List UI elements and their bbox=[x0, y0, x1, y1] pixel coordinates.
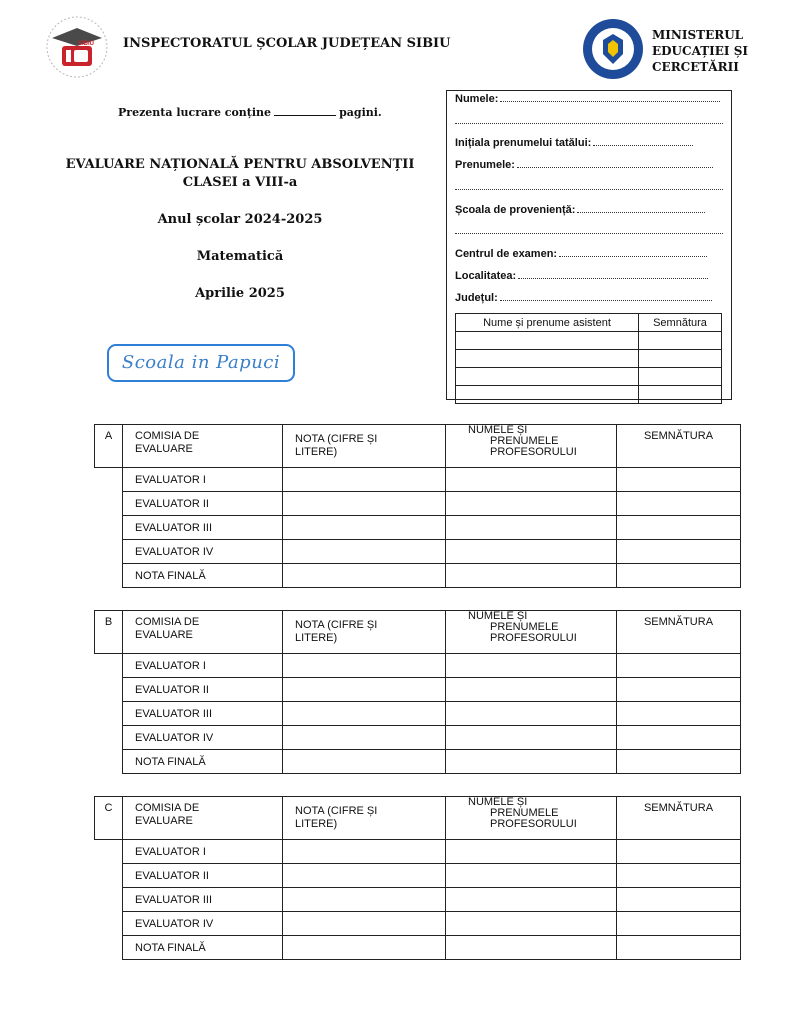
evaluator-label: EVALUATOR III bbox=[123, 516, 283, 540]
ministry-line-1: MINISTERUL bbox=[652, 28, 744, 42]
assistant-row bbox=[456, 332, 722, 350]
exam-center-label: Centrul de examen: bbox=[455, 248, 558, 260]
first-name-field[interactable] bbox=[455, 159, 713, 171]
signature-cell[interactable] bbox=[617, 726, 741, 750]
locality-field[interactable]: Localitatea: bbox=[455, 270, 708, 282]
teacher-cell[interactable] bbox=[446, 912, 617, 936]
teacher-header-line: PROFESORULUI bbox=[490, 446, 577, 458]
commission-header-line: EVALUARE bbox=[135, 443, 193, 455]
teacher-cell[interactable] bbox=[446, 540, 617, 564]
assistant-signature-header: Semnătura bbox=[639, 314, 722, 332]
commission-header-line: COMISIA DE bbox=[135, 616, 200, 628]
school-field[interactable] bbox=[455, 204, 705, 216]
final-grade-label: NOTA FINALĂ bbox=[123, 750, 283, 774]
final-grade-row bbox=[95, 750, 741, 774]
name-field-continuation[interactable] bbox=[455, 123, 723, 124]
evaluator-row bbox=[95, 492, 741, 516]
evaluator-label: EVALUATOR I bbox=[123, 840, 283, 864]
grade-cell[interactable] bbox=[283, 540, 446, 564]
evaluator-row bbox=[95, 516, 741, 540]
section-spacer bbox=[95, 840, 123, 864]
final-grade-row bbox=[95, 936, 741, 960]
subject: Matematică bbox=[196, 249, 284, 264]
evaluator-row bbox=[95, 912, 741, 936]
assistant-name-cell[interactable] bbox=[456, 368, 639, 386]
ministry-line-3: CERCETĂRII bbox=[652, 60, 739, 74]
grade-header bbox=[283, 425, 446, 468]
assistant-row bbox=[456, 350, 722, 368]
grade-cell[interactable] bbox=[283, 864, 446, 888]
pages-note-suffix: pagini. bbox=[339, 106, 382, 119]
grade-cell[interactable] bbox=[283, 564, 446, 588]
grade-header-line: LITERE) bbox=[295, 818, 338, 830]
assistant-row bbox=[456, 386, 722, 404]
assistant-table-header bbox=[456, 314, 722, 332]
teacher-header-line: PROFESORULUI bbox=[490, 818, 577, 830]
grade-header-line: LITERE) bbox=[295, 446, 338, 458]
grade-cell[interactable] bbox=[283, 936, 446, 960]
final-grade-row bbox=[95, 564, 741, 588]
signature-cell[interactable] bbox=[617, 468, 741, 492]
assistant-row bbox=[456, 368, 722, 386]
assistant-name-cell[interactable] bbox=[456, 386, 639, 404]
section-spacer bbox=[95, 702, 123, 726]
teacher-cell[interactable] bbox=[446, 468, 617, 492]
grade-cell[interactable] bbox=[283, 912, 446, 936]
exam-title-line-1: EVALUARE NAȚIONALĂ PENTRU ABSOLVENȚII bbox=[65, 157, 415, 172]
section-spacer bbox=[95, 678, 123, 702]
first-name-continuation[interactable] bbox=[455, 189, 723, 190]
grade-cell[interactable] bbox=[283, 492, 446, 516]
section-spacer bbox=[95, 726, 123, 750]
evaluator-label: EVALUATOR III bbox=[123, 702, 283, 726]
name-field[interactable] bbox=[455, 93, 720, 105]
evaluator-row bbox=[95, 678, 741, 702]
final-grade-label: NOTA FINALĂ bbox=[123, 936, 283, 960]
assistant-name-cell[interactable] bbox=[456, 332, 639, 350]
section-spacer bbox=[95, 654, 123, 678]
signature-cell[interactable] bbox=[617, 888, 741, 912]
evaluator-label: EVALUATOR II bbox=[123, 864, 283, 888]
teacher-header bbox=[446, 797, 617, 840]
evaluator-row bbox=[95, 468, 741, 492]
evaluator-row bbox=[95, 540, 741, 564]
evaluator-row bbox=[95, 864, 741, 888]
teacher-cell[interactable] bbox=[446, 864, 617, 888]
evaluator-label: EVALUATOR II bbox=[123, 492, 283, 516]
signature-cell[interactable] bbox=[617, 678, 741, 702]
evaluator-label: EVALUATOR I bbox=[123, 654, 283, 678]
name-label: Numele: bbox=[455, 93, 499, 105]
teacher-header-line: PRENUMELE bbox=[490, 807, 559, 819]
teacher-cell[interactable] bbox=[446, 654, 617, 678]
father-initial-label: Inițiala prenumelui tatălui: bbox=[455, 137, 592, 149]
locality-label: Localitatea bbox=[455, 270, 513, 282]
school-label: Școala de proveniență: bbox=[455, 204, 576, 216]
county-label: Județul: bbox=[455, 292, 498, 304]
grade-cell[interactable] bbox=[283, 888, 446, 912]
evaluator-row bbox=[95, 654, 741, 678]
teacher-header-line: NUMELE ȘI bbox=[468, 796, 528, 808]
signature-cell[interactable] bbox=[617, 912, 741, 936]
section-spacer bbox=[95, 936, 123, 960]
commission-header bbox=[123, 611, 283, 654]
section-spacer bbox=[95, 564, 123, 588]
commission-header bbox=[123, 797, 283, 840]
grade-header-line: LITERE) bbox=[295, 632, 338, 644]
commission-header bbox=[123, 425, 283, 468]
teacher-header-line: PRENUMELE bbox=[490, 435, 559, 447]
exam-session: Aprilie 2025 bbox=[195, 286, 285, 301]
section-letter: A bbox=[95, 425, 123, 468]
teacher-cell[interactable] bbox=[446, 702, 617, 726]
assistant-signature-cell[interactable] bbox=[639, 386, 722, 404]
teacher-header-line: PROFESORULUI bbox=[490, 632, 577, 644]
grade-header-line: NOTA (CIFRE ȘI bbox=[295, 433, 378, 445]
evaluator-label: EVALUATOR IV bbox=[123, 726, 283, 750]
grade-header bbox=[283, 797, 446, 840]
ministry-line-2: EDUCAȚIEI ȘI bbox=[652, 44, 748, 58]
evaluator-row bbox=[95, 840, 741, 864]
assistant-signature-cell[interactable] bbox=[639, 368, 722, 386]
signature-cell[interactable] bbox=[617, 516, 741, 540]
grade-cell[interactable] bbox=[283, 678, 446, 702]
assistant-name-header: Nume și prenume asistent bbox=[456, 314, 639, 332]
assistant-signature-cell[interactable] bbox=[639, 350, 722, 368]
teacher-header-line: NUMELE ȘI bbox=[468, 610, 528, 622]
section-spacer bbox=[95, 540, 123, 564]
commission-header-line: COMISIA DE bbox=[135, 802, 200, 814]
evaluator-label: EVALUATOR III bbox=[123, 888, 283, 912]
evaluator-row bbox=[95, 888, 741, 912]
section-spacer bbox=[95, 468, 123, 492]
teacher-cell[interactable] bbox=[446, 726, 617, 750]
teacher-cell[interactable] bbox=[446, 750, 617, 774]
grade-cell[interactable] bbox=[283, 468, 446, 492]
evaluation-header-row bbox=[95, 611, 741, 654]
teacher-header bbox=[446, 611, 617, 654]
signature-cell[interactable] bbox=[617, 750, 741, 774]
pages-note-prefix: Prezenta lucrare conține bbox=[118, 106, 272, 119]
pages-note bbox=[118, 105, 382, 119]
grade-cell[interactable] bbox=[283, 750, 446, 774]
evaluation-table-c bbox=[94, 796, 741, 960]
evaluation-table-a bbox=[94, 424, 741, 588]
grade-cell[interactable] bbox=[283, 702, 446, 726]
teacher-cell[interactable] bbox=[446, 678, 617, 702]
section-spacer bbox=[95, 750, 123, 774]
commission-header-line: COMISIA DE bbox=[135, 430, 200, 442]
exam-title-line-2: CLASEI a VIII-a bbox=[182, 175, 298, 190]
signature-cell[interactable] bbox=[617, 702, 741, 726]
signature-cell[interactable] bbox=[617, 492, 741, 516]
evaluator-row bbox=[95, 726, 741, 750]
svg-text:SIBIU: SIBIU bbox=[78, 41, 95, 47]
grade-cell[interactable] bbox=[283, 840, 446, 864]
grade-cell[interactable] bbox=[283, 726, 446, 750]
exam-title bbox=[40, 156, 440, 192]
signature-header: SEMNĂTURA bbox=[617, 425, 741, 468]
signature-cell[interactable] bbox=[617, 864, 741, 888]
grade-cell[interactable] bbox=[283, 654, 446, 678]
school-continuation[interactable] bbox=[455, 233, 723, 234]
assistant-name-cell[interactable] bbox=[456, 350, 639, 368]
section-letter: C bbox=[95, 797, 123, 840]
county-field[interactable] bbox=[455, 292, 712, 304]
teacher-cell[interactable] bbox=[446, 936, 617, 960]
section-spacer bbox=[95, 516, 123, 540]
signature-header: SEMNĂTURA bbox=[617, 611, 741, 654]
evaluator-label: EVALUATOR I bbox=[123, 468, 283, 492]
teacher-header-line: NUMELE ȘI bbox=[468, 424, 528, 436]
evaluator-label: EVALUATOR IV bbox=[123, 912, 283, 936]
evaluation-header-row bbox=[95, 797, 741, 840]
teacher-cell[interactable] bbox=[446, 564, 617, 588]
evaluator-row bbox=[95, 702, 741, 726]
section-spacer bbox=[95, 888, 123, 912]
father-initial-field[interactable] bbox=[455, 137, 693, 149]
section-spacer bbox=[95, 864, 123, 888]
grade-header bbox=[283, 611, 446, 654]
commission-header-line: EVALUARE bbox=[135, 815, 193, 827]
government-logo bbox=[582, 18, 644, 80]
grade-cell[interactable] bbox=[283, 516, 446, 540]
teacher-cell[interactable] bbox=[446, 840, 617, 864]
evaluator-label: EVALUATOR II bbox=[123, 678, 283, 702]
final-grade-label: NOTA FINALĂ bbox=[123, 564, 283, 588]
signature-cell[interactable] bbox=[617, 540, 741, 564]
section-letter: B bbox=[95, 611, 123, 654]
school-year: Anul școlar 2024-2025 bbox=[157, 212, 323, 227]
evaluation-table-b bbox=[94, 610, 741, 774]
signature-cell[interactable] bbox=[617, 936, 741, 960]
commission-header-line: EVALUARE bbox=[135, 629, 193, 641]
teacher-cell[interactable] bbox=[446, 516, 617, 540]
teacher-cell[interactable] bbox=[446, 888, 617, 912]
teacher-header-line: PRENUMELE bbox=[490, 621, 559, 633]
grade-header-line: NOTA (CIFRE ȘI bbox=[295, 805, 378, 817]
assistant-table bbox=[455, 313, 722, 404]
assistant-signature-cell[interactable] bbox=[639, 332, 722, 350]
signature-cell[interactable] bbox=[617, 564, 741, 588]
teacher-header bbox=[446, 425, 617, 468]
first-name-label: Prenumele: bbox=[455, 159, 515, 171]
grade-header-line: NOTA (CIFRE ȘI bbox=[295, 619, 378, 631]
signature-cell[interactable] bbox=[617, 654, 741, 678]
evaluator-label: EVALUATOR IV bbox=[123, 540, 283, 564]
section-spacer bbox=[95, 912, 123, 936]
teacher-cell[interactable] bbox=[446, 492, 617, 516]
isj-title: INSPECTORATUL ȘCOLAR JUDEȚEAN SIBIU bbox=[123, 36, 451, 51]
exam-center-field[interactable] bbox=[455, 248, 707, 260]
brand-badge: Scoala in Papuci bbox=[107, 344, 295, 382]
ministry-name bbox=[652, 27, 748, 75]
pages-count-blank[interactable] bbox=[274, 105, 336, 116]
section-spacer bbox=[95, 492, 123, 516]
evaluation-header-row bbox=[95, 425, 741, 468]
signature-header: SEMNĂTURA bbox=[617, 797, 741, 840]
signature-cell[interactable] bbox=[617, 840, 741, 864]
isj-logo bbox=[42, 14, 112, 80]
